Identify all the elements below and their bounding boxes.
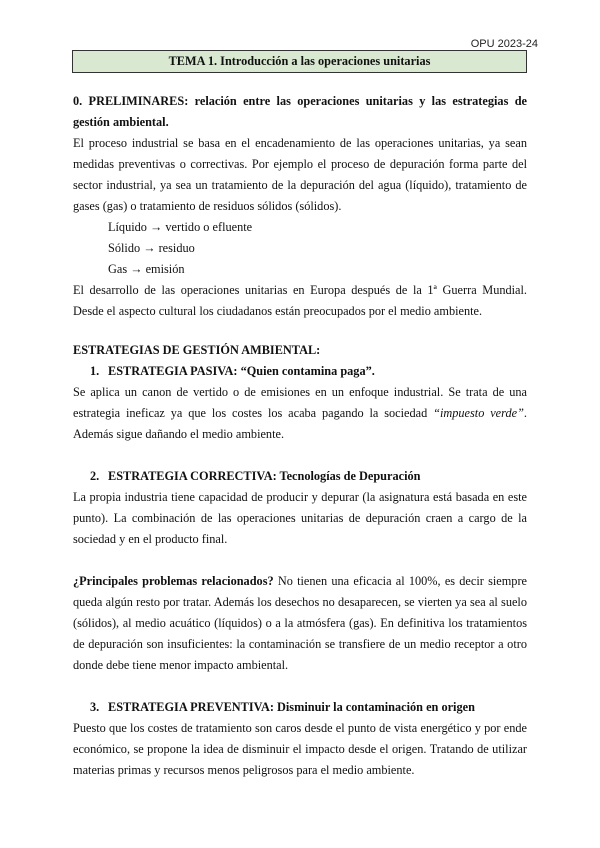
list-item: Gas → emisión	[108, 262, 185, 276]
strategy3-title-text: ESTRATEGIA PREVENTIVA: Disminuir la contaminación en origen	[108, 700, 475, 714]
strategy1-text-b: . Además sigue dañando el medio ambiente.	[73, 406, 527, 441]
course-header: OPU 2023-24	[470, 38, 538, 50]
strategy2-question-text: No tienen una eficacia al 100%, es decir siempre queda algún resto por tratar. Además los desechos no desaparecen, se vierten ya sea al suelo (sólidos), al medio acuático (líquidos) o a la atmósfera (gas). En definitiva los tratamientos de depuración son insuficientes: la contaminación se transfiere de un medio receptor a otro donde debe tiene menor impacto ambiental.	[73, 574, 527, 672]
strategy1-text-a: Se aplica un canon de vertido o de emisiones en un enfoque industrial. Se trata de una estrategia ineficaz ya que los costes los acaba pagando la sociedad	[73, 385, 527, 420]
strategies-heading: ESTRATEGIAS DE GESTIÓN AMBIENTAL:	[73, 343, 321, 357]
list-item: Líquido → vertido o efluente	[108, 220, 253, 234]
strategy1-title-text: ESTRATEGIA PASIVA: “Quien contamina paga”.	[108, 364, 375, 378]
page-title: TEMA 1. Introducción a las operaciones unitarias	[72, 50, 527, 73]
strategy1-number: 1.	[90, 364, 100, 378]
strategy2-question	[73, 571, 527, 676]
strategy1-title	[73, 361, 527, 382]
strategy2-title	[73, 466, 527, 487]
document-body	[73, 91, 527, 781]
section0-paragraph1: El proceso industrial se basa en el encadenamiento de las operaciones unitarias, ya sean medidas preventivas o correctivas. Por ejemplo el proceso de depuración forma parte del sector industrial, ya sea un tratamiento de la depuración del agua (líquido), tratamiento de gases (gas) o tratamiento de residuos sólidos (sólidos).	[73, 136, 527, 213]
strategy3-text: Puesto que los costes de tratamiento son caros desde el punto de vista energético y por ende económico, se propone la idea de disminuir el impacto desde el origen. Tratando de utilizar materias primas y recursos menos peligrosos para el medio ambiente.	[73, 721, 527, 777]
section0-paragraph2: El desarrollo de las operaciones unitarias en Europa después de la 1ª Guerra Mundial. Desde el aspecto cultural los ciudadanos están preocupados por el medio ambiente.	[73, 283, 527, 318]
section0-heading: 0. PRELIMINARES: relación entre las operaciones unitarias y las estrategias de gestión ambiental.	[73, 94, 527, 129]
strategy1-text-italic: “impuesto verde”	[433, 406, 524, 420]
strategy1-text	[73, 382, 527, 445]
strategy3-number: 3.	[90, 700, 100, 714]
strategy2-question-bold: ¿Principales problemas relacionados?	[73, 574, 274, 588]
list-item: Sólido → residuo	[108, 241, 195, 255]
strategy2-title-text: ESTRATEGIA CORRECTIVA: Tecnologías de Depuración	[108, 469, 421, 483]
strategy2-text: La propia industria tiene capacidad de producir y depurar (la asignatura está basada en este punto). La combinación de las operaciones unitarias de depuración craen a cargo de la sociedad y en el producto final.	[73, 490, 527, 546]
strategy2-number: 2.	[90, 469, 100, 483]
strategy3-title	[73, 697, 527, 718]
